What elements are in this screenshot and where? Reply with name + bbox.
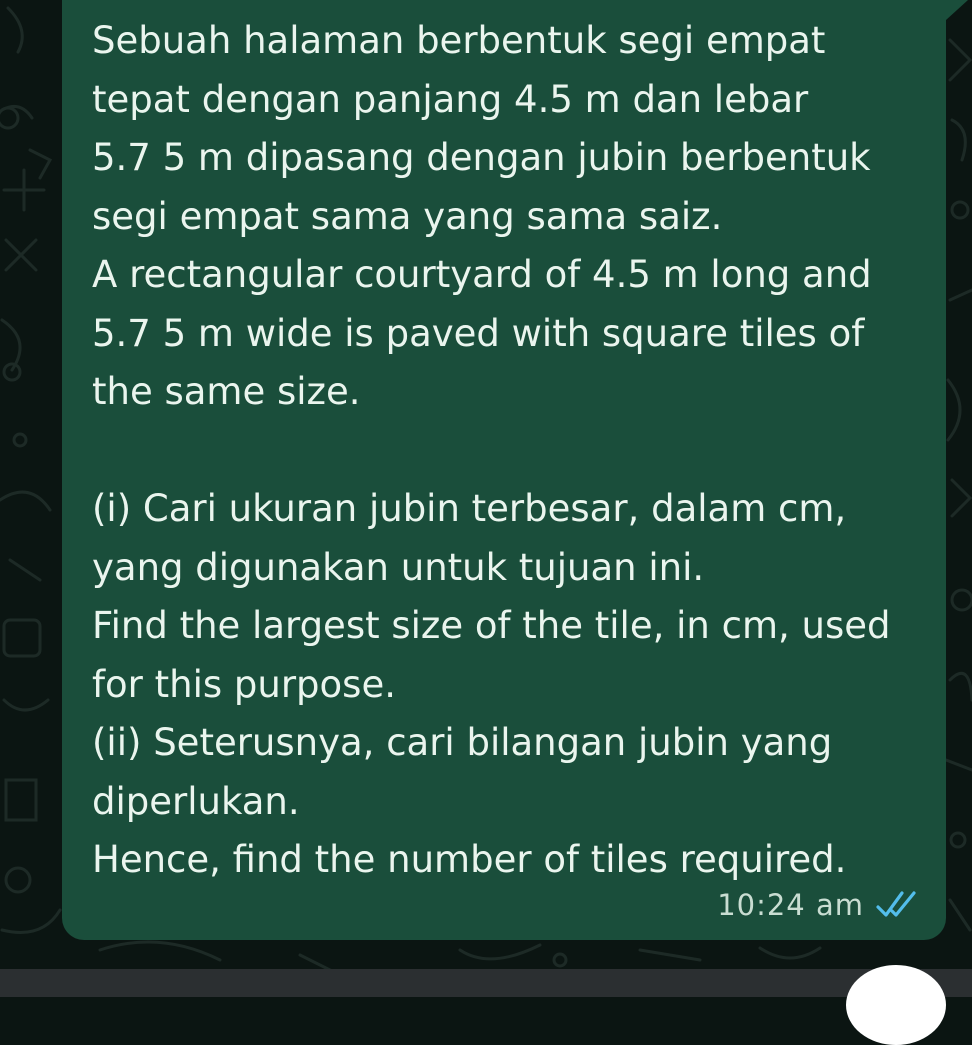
message-line: the same size. [92,370,361,413]
message-line: 5.7 5 m dipasang dengan jubin berbentuk [92,136,871,179]
double-check-read-icon [876,890,918,920]
message-line: Sebuah halaman berbentuk segi empat [92,19,826,62]
next-message-edge [0,969,972,997]
message-timestamp: 10:24 am [717,888,864,922]
message-line: (i) Cari ukuran jubin terbesar, dalam cm, [92,487,847,530]
message-line: 5.7 5 m wide is paved with square tiles of [92,311,865,355]
message-line: Find the largest size of the tile, in cm, used [92,604,891,647]
message-line: segi empat sama yang sama saiz. [92,194,723,238]
message-bubble-tail [946,0,968,20]
message-line: (ii) Seterusnya, cari bilangan jubin yang [92,721,833,764]
message-line: A rectangular courtyard of 4.5 m long and [92,253,872,296]
message-line: diperlukan. [92,779,300,823]
message-line: yang digunakan untuk tujuan ini. [92,545,705,589]
message-line: tepat dengan panjang 4.5 m dan lebar [92,77,809,121]
message-blank-line [92,422,946,481]
message-line: for this purpose. [92,662,396,706]
message-bubble[interactable] [62,0,946,940]
message-line: Hence, find the number of tiles required. [92,838,847,881]
message-meta [717,888,918,922]
avatar[interactable] [846,965,946,1045]
